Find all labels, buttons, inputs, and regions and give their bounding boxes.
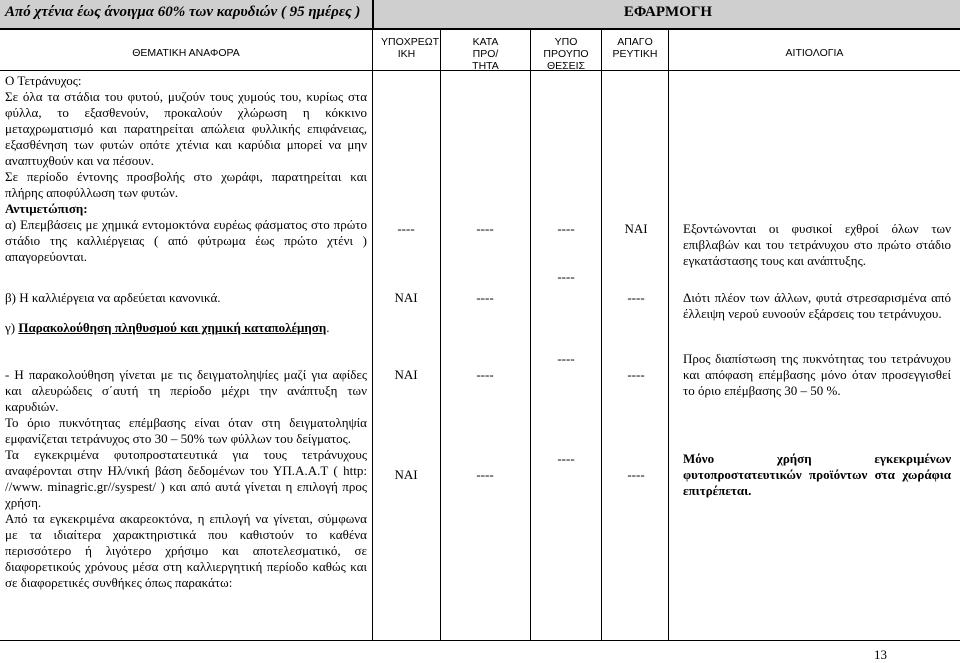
row-b-justification: Διότι πλέον των άλλων, φυτά στρεσαρισμένα από έλλειψη νερού ευνοούν εξάρσεις του τετράνυχου. — [683, 290, 951, 321]
column-divider — [668, 28, 669, 640]
title-bar-left — [0, 0, 372, 30]
row-a-prohibited: ΝΑΙ — [624, 221, 648, 236]
pest-block — [5, 73, 367, 265]
pest-description: Σε όλα τα στάδια του φυτού, μυζούν τους χυμούς του, κυρίως στα φύλλα, το εξασθενούν, προκαλούν χλώρωση η κόκκινο μεταχρωματισμό και παρατηρείται απώλεια φυλλικής επιφάνειας, εξασθένηση των φυτών οπότε χτένια και καρύδια μπορεί να μην αναπτυχθούν και να πέσουν. — [5, 89, 367, 168]
column-header-prohibited — [602, 30, 668, 71]
application-title: ΕΦΑΡΜΟΓΗ — [623, 4, 713, 20]
column-divider — [601, 28, 602, 640]
page-number: 13 — [874, 647, 887, 662]
monitoring-text: - Η παρακολούθηση γίνεται με τις δειγματοληψίες μαζί για αφίδες και αλευρώδεις σ΄αυτή τη περίοδο μέχρι την ανάπτυξη των καρυδιών. — [5, 367, 367, 414]
period-title: Από χτένια έως άνοιγμα 60% των καρυδιών ( 95 ημέρες ) — [5, 4, 361, 20]
row-c-prohibited: ---- — [627, 367, 645, 382]
row-d-recommended: ---- — [476, 467, 494, 482]
monitoring-block — [5, 367, 367, 591]
title-bar-right — [372, 0, 960, 30]
row-c-recommended: ---- — [476, 367, 494, 382]
row-c-mandatory: ΝΑΙ — [394, 367, 418, 382]
row-d-mandatory: ΝΑΙ — [394, 467, 418, 482]
column-header-conditional-label: ΥΠΟ ΠΡΟΥΠΟ ΘΕΣΕΙΣ — [543, 36, 589, 72]
row-a-recommended: ---- — [476, 221, 494, 236]
threshold-text: Το όριο πυκνότητας επέμβασης είναι όταν στη δειγματοληψία εμφανίζεται τετράνυχος στο 30 – 50% των φύλλων του δείγματος. — [5, 415, 367, 446]
row-d-prohibited: ---- — [627, 467, 645, 482]
table-bottom-border — [0, 640, 960, 641]
treatment-item-c — [5, 320, 367, 336]
column-divider — [530, 28, 531, 640]
row-a-conditional: ---- — [557, 221, 575, 236]
row-b-recommended: ---- — [476, 290, 494, 305]
treatment-item-c-heading: Παρακολούθηση πληθυσμού και χημική καταπολέμηση — [18, 320, 327, 335]
pest-title: Ο Τετράνυχος: — [5, 73, 82, 88]
column-header-recommended — [441, 30, 530, 71]
row-d-conditional: ---- — [557, 451, 575, 466]
column-header-justification-label: ΑΙΤΙΟΛΟΓΙΑ — [785, 47, 844, 59]
choice-text: Από τα εγκεκριμένα ακαρεοκτόνα, η επιλογή να γίνεται, σύμφωνα με τα ιδιαίτερα χαρακτηριστικά που καθιστούν το καθένα περισσότερο ή λιγότερο χρήσιμο και αποτελεσματικό, σε διαφορετικούς χρόνους μέσα στη καλλιεργητική περίοδο καθώς και σε διαφορετικές συνθήκες όπως παρακάτω: — [5, 511, 367, 590]
pest-description-severe: Σε περίοδο έντονης προσβολής στο χωράφι, παρατηρείται και πλήρης αποφύλλωση των φυτών. — [5, 169, 367, 200]
column-header-reference — [0, 30, 372, 71]
row-a-conditional-extra: ---- — [557, 269, 575, 284]
column-header-reference-label: ΘΕΜΑΤΙΚΗ ΑΝΑΦΟΡΑ — [132, 47, 240, 59]
column-header-mandatory — [373, 30, 440, 71]
row-b-prohibited: ---- — [627, 290, 645, 305]
row-c-justification: Προς διαπίστωση της πυκνότητας του τετράνυχου και απόφαση επέμβασης μόνο όταν προσεγγισθεί το όριο επέμβασης 30 – 50 %. — [683, 351, 951, 398]
treatment-title: Αντιμετώπιση: — [5, 201, 88, 216]
column-divider — [372, 28, 373, 640]
treatment-item-a: α) Επεμβάσεις με χημικά εντομοκτόνα ευρέως φάσματος στο πρώτο στάδιο της καλλιέργειας ( από φύτρωμα έως πρώτο χτένι ) απαγορεύονται. — [5, 217, 367, 264]
row-b-mandatory: ΝΑΙ — [394, 290, 418, 305]
column-header-mandatory-label: ΥΠΟΧΡΕΩΤ ΙΚΗ — [381, 36, 440, 60]
column-header-recommended-label: ΚΑΤΑ ΠΡΟ/ΤΗΤΑ — [472, 36, 499, 72]
row-c-conditional: ---- — [557, 351, 575, 366]
treatment-item-c-prefix: γ) — [5, 320, 19, 335]
approved-products-text: Τα εγκεκριμένα φυτοπροστατευτικά για τους τετράνυχους αναφέρονται στην Ηλ/νική βάση δεδομένων του ΥΠ.Α.Α.Τ ( http: //www. minagric.gr//syspest/ ) και από αυτά γίνεται η επιλογή προς χρήση. — [5, 447, 367, 510]
row-a-mandatory: ---- — [397, 221, 415, 236]
column-divider — [440, 28, 441, 640]
column-header-prohibited-label: ΑΠΑΓΟ ΡΕΥΤΙΚΗ — [612, 36, 658, 60]
column-header-justification — [669, 30, 960, 71]
row-a-justification: Εξοντώνονται οι φυσικοί εχθροί όλων των επιβλαβών και του τετράνυχου στο πρώτο στάδιο εγκατάστασης τους και ανάπτυξης. — [683, 221, 951, 268]
treatment-item-c-dot: . — [326, 320, 330, 335]
treatment-item-b: β) Η καλλιέργεια να αρδεύεται κανονικά. — [5, 290, 221, 305]
row-d-justification: Μόνο χρήση εγκεκριμένων φυτοπροστατευτικών προϊόντων στα χωράφια επιτρέπεται. — [683, 451, 951, 498]
column-header-conditional — [531, 30, 601, 71]
